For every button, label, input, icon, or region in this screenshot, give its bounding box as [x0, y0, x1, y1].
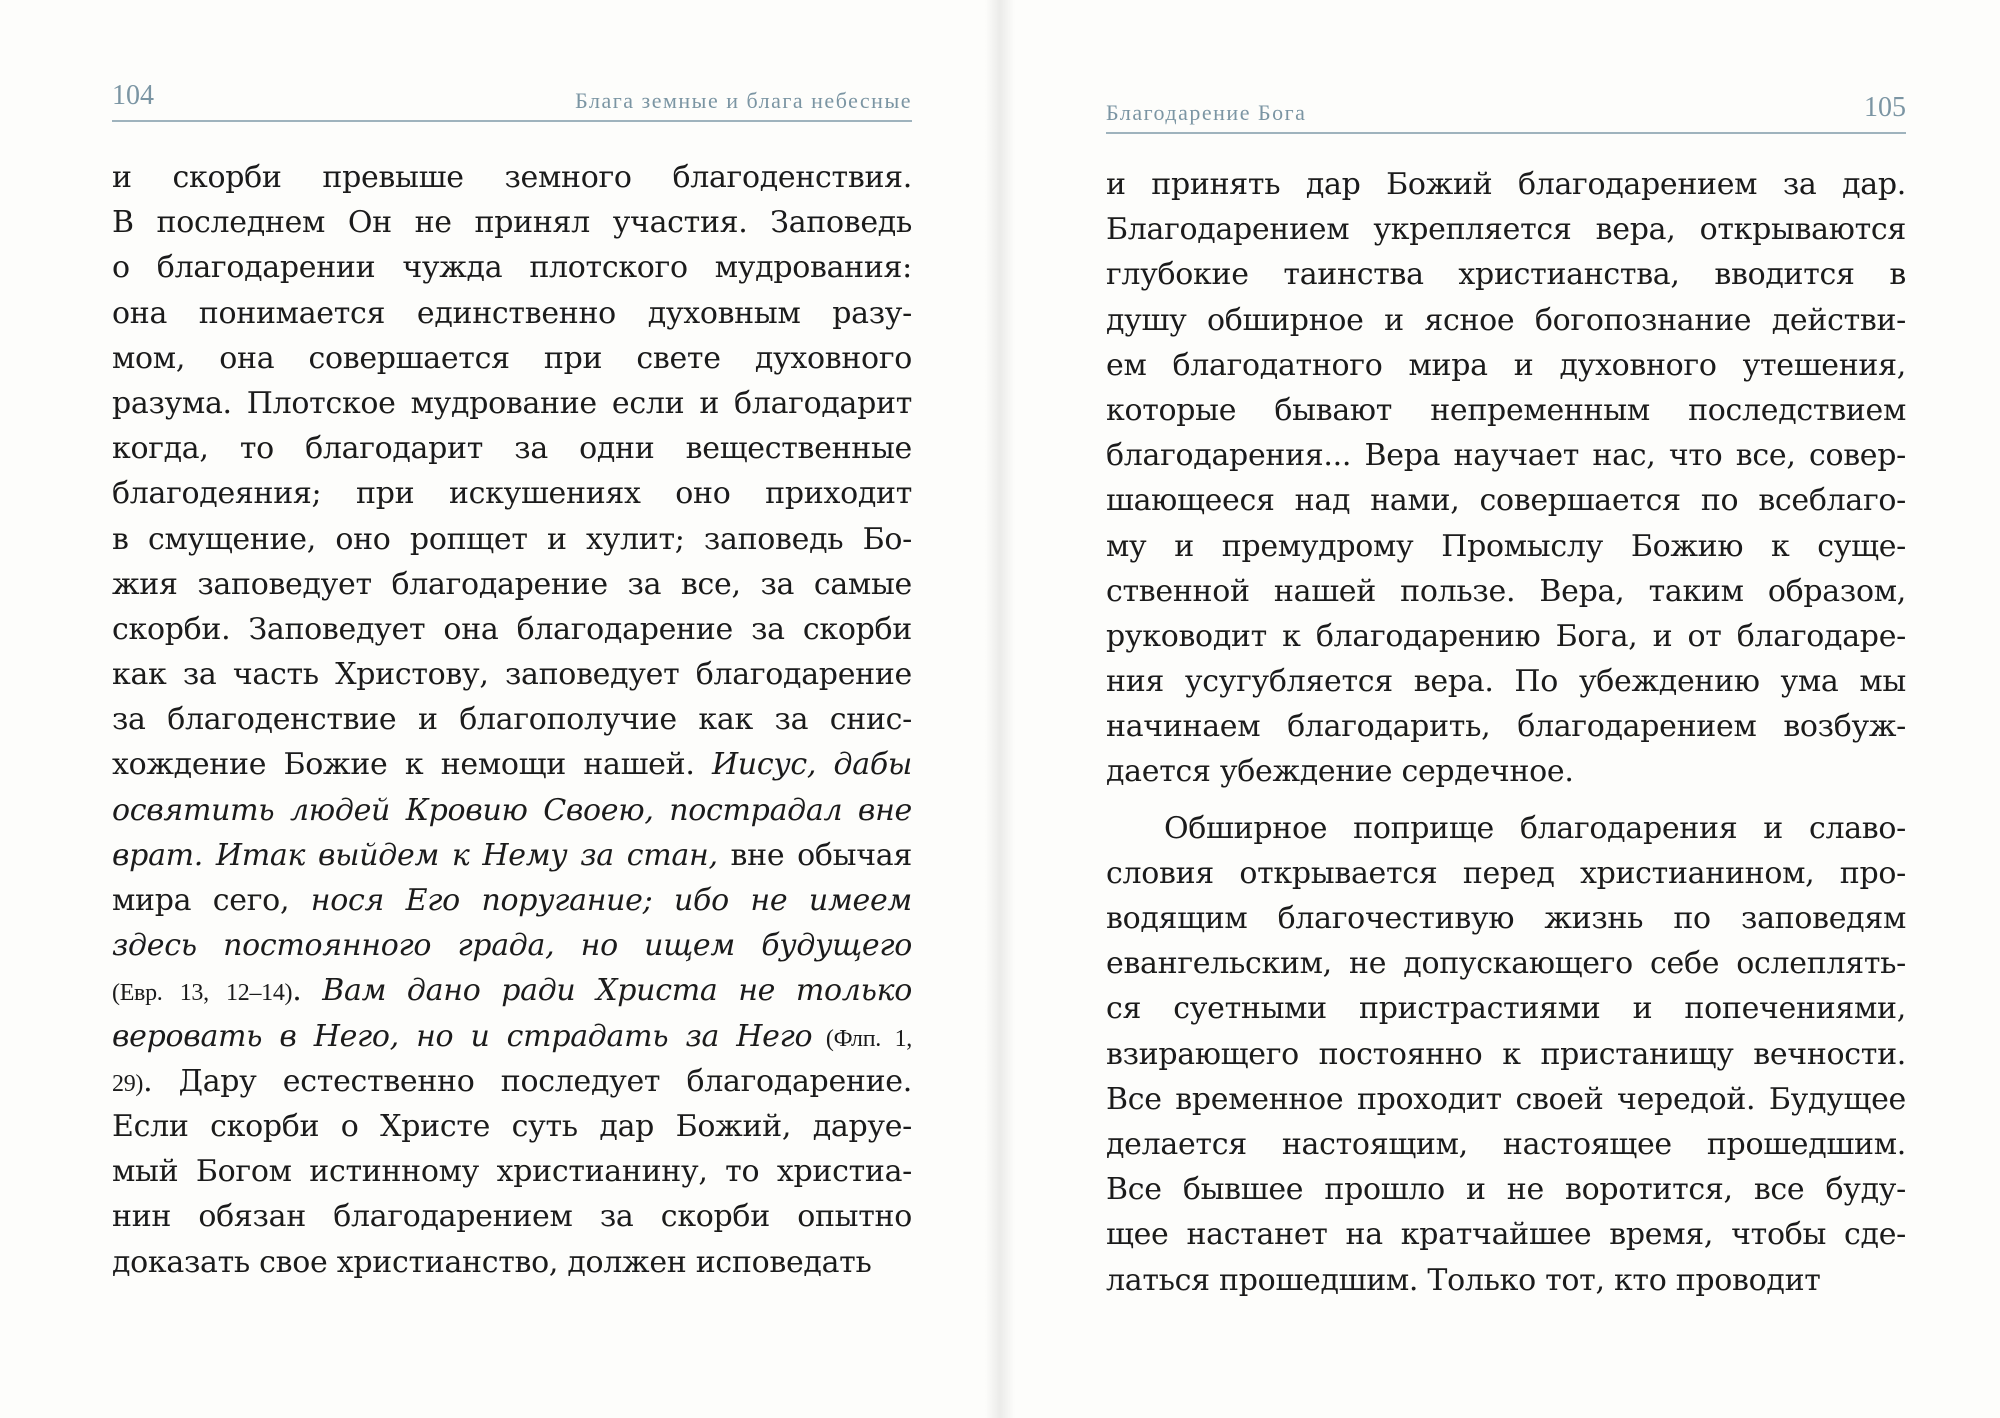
text-line: [1106, 749, 1906, 794]
text-line: [1106, 1167, 1906, 1212]
scripture-quote: нося Его поругание; ибо не имеем: [310, 883, 912, 918]
text-segment: начинаем благодарить, благодарением возбуж-: [1106, 709, 1906, 745]
text-line: [112, 1059, 912, 1104]
text-line: [112, 336, 912, 381]
text-line: [1106, 1122, 1906, 1167]
text-segment: о благодарении чужда плотского мудрования:: [112, 250, 912, 286]
right-page: [1106, 0, 1906, 1418]
text-segment: и принять дар Божий благодарением за дар.: [1106, 167, 1906, 202]
text-segment: щее настанет на кратчайшее время, чтобы сде-: [1106, 1217, 1906, 1253]
scripture-reference: (Флп. 1,: [812, 1025, 912, 1052]
page-number: 104: [112, 80, 154, 111]
text-line: [1106, 388, 1906, 433]
text-line: [112, 833, 912, 878]
scripture-reference: 29): [112, 1070, 144, 1097]
text-line: [1106, 1032, 1906, 1077]
running-title: Благодарение Бога: [1106, 100, 1307, 125]
text-line: [112, 562, 912, 607]
scripture-quote: врат. Итак выйдем к Нему за стан,: [112, 837, 718, 873]
text-segment: благодарения... Вера научает нас, что все, совер-: [1106, 438, 1906, 474]
text-segment: за благоденствие и благополучие как за снис-: [112, 702, 912, 738]
text-segment: Обширное поприще благодарения и славо-: [1164, 810, 1906, 846]
text-line: [112, 878, 912, 923]
text-line: [112, 923, 912, 968]
text-line: [112, 471, 912, 516]
text-line: [112, 1149, 912, 1194]
text-line: [1106, 704, 1906, 749]
text-line: [1106, 1077, 1906, 1122]
text-line: [1106, 1212, 1906, 1257]
text-line: [1106, 896, 1906, 941]
text-line: [1106, 1258, 1906, 1303]
text-segment: Благодарением укрепляется вера, открываются: [1106, 212, 1906, 248]
scripture-quote: Иисус, дабы: [711, 747, 912, 783]
text-segment: руководит к благодарению Бога, и от благодаре-: [1106, 618, 1906, 654]
text-segment: ем благодатного мира и духовного утешения,: [1106, 347, 1906, 383]
text-line: [1106, 207, 1906, 252]
text-segment: водящим благочестивую жизнь по заповедям: [1106, 901, 1906, 936]
text-segment: и скорби превыше земного благоденствия.: [112, 160, 912, 195]
text-segment: шающееся над нами, совершается по всеблаго-: [1106, 483, 1906, 519]
text-segment: ся суетными пристрастиями и попечениями,: [1106, 991, 1906, 1027]
page-number: 105: [1864, 92, 1906, 123]
text-segment: Все бывшее прошло и не воротится, все буду-: [1106, 1172, 1906, 1208]
text-segment: дается убеждение сердечное.: [1106, 754, 1574, 790]
left-page-text: [112, 155, 912, 1285]
text-line: [112, 426, 912, 471]
left-page-header: [112, 80, 912, 122]
text-line: [1106, 433, 1906, 478]
text-segment: мира сего,: [112, 883, 311, 918]
text-segment: .: [292, 973, 323, 1009]
text-segment: вне обычая: [717, 837, 913, 873]
text-segment: благодеяния; при искушениях оно приходит: [112, 476, 912, 512]
text-line: [112, 1240, 912, 1285]
text-segment: Если скорби о Христе суть дар Божий, даруе-: [112, 1108, 912, 1144]
text-segment: когда, то благодарит за одни вещественные: [112, 431, 912, 467]
text-line: [112, 788, 912, 833]
text-line: [1106, 986, 1906, 1031]
text-line: [1106, 614, 1906, 659]
text-line: [1106, 478, 1906, 523]
scripture-quote: освятить людей Кровию Своею, пострадал вне: [112, 792, 912, 828]
text-segment: скорби. Заповедует она благодарение за скорби: [112, 611, 912, 647]
text-line: [112, 1194, 912, 1239]
text-line: [112, 1014, 912, 1059]
scripture-quote: веровать в Него, но и страдать за Него: [112, 1018, 813, 1054]
text-segment: глубокие таинства христианства, вводится в: [1106, 257, 1906, 293]
text-line: [112, 291, 912, 336]
text-line: [112, 245, 912, 290]
text-segment: доказать свое христианство, должен исповедать: [112, 1244, 872, 1280]
text-segment: словия открывается перед христианином, про-: [1106, 855, 1906, 891]
right-page-text: [1106, 162, 1906, 1303]
text-segment: разума. Плотское мудрование если и благодарит: [112, 385, 912, 421]
text-segment: в смущение, оно ропщет и хулит; заповедь Бо-: [112, 521, 912, 557]
text-line: [112, 607, 912, 652]
text-segment: ния усугубляется вера. По убеждению ума мы: [1106, 664, 1906, 700]
running-title: Блага земные и блага небесные: [575, 88, 912, 113]
text-segment: В последнем Он не принял участия. Заповедь: [112, 205, 912, 241]
text-segment: душу обширное и ясное богопознание действи-: [1106, 302, 1906, 338]
text-line: [1106, 524, 1906, 569]
scripture-quote: Вам дано ради Христа не только: [322, 973, 912, 1009]
text-line: [1106, 298, 1906, 343]
text-segment: нин обязан благодарением за скорби опытно: [112, 1199, 912, 1235]
text-line: [112, 968, 912, 1013]
text-segment: мый Богом истинному христианину, то христиа-: [112, 1154, 912, 1190]
text-segment: жия заповедует благодарение за все, за самые: [112, 566, 912, 602]
text-line: [112, 742, 912, 787]
text-line: [1106, 252, 1906, 297]
text-segment: латься прошедшим. Только тот, кто проводит: [1106, 1262, 1821, 1298]
text-segment: взирающего постоянно к пристанищу вечности.: [1106, 1036, 1906, 1072]
text-segment: евангельским, не допускающего себе ослеплять-: [1106, 946, 1906, 982]
text-line: [1106, 659, 1906, 704]
right-page-header: [1106, 92, 1906, 134]
text-line: [1106, 343, 1906, 388]
text-segment: Все временное проходит своей чередой. Будущее: [1106, 1081, 1906, 1117]
text-line: [1106, 162, 1906, 207]
text-line: [112, 155, 912, 200]
text-segment: которые бывают непременным последствием: [1106, 392, 1906, 428]
text-line: [1106, 806, 1906, 851]
text-line: [112, 381, 912, 426]
text-line: [112, 697, 912, 742]
text-line: [1106, 569, 1906, 614]
text-segment: делается настоящим, настоящее прошедшим.: [1106, 1126, 1906, 1162]
text-segment: хождение Божие к немощи нашей.: [112, 747, 712, 783]
text-segment: ственной нашей пользе. Вера, таким образом,: [1106, 573, 1906, 609]
scripture-quote: здесь постоянного града, но ищем будущего: [112, 928, 912, 964]
text-segment: мом, она совершается при свете духовного: [112, 340, 912, 376]
left-page: [112, 0, 912, 1418]
text-segment: . Дару естественно последует благодарение.: [143, 1063, 912, 1099]
book-gutter: [985, 0, 1015, 1418]
text-line: [112, 517, 912, 562]
text-line: [1106, 941, 1906, 986]
text-segment: му и премудрому Промыслу Божию к суще-: [1106, 528, 1906, 564]
scripture-reference: (Евр. 13, 12–14): [112, 980, 293, 1007]
text-line: [112, 1104, 912, 1149]
text-segment: она понимается единственно духовным разу-: [112, 295, 912, 331]
text-segment: как за часть Христову, заповедует благодарение: [112, 657, 912, 693]
text-line: [112, 652, 912, 697]
text-line: [112, 200, 912, 245]
text-line: [1106, 851, 1906, 896]
